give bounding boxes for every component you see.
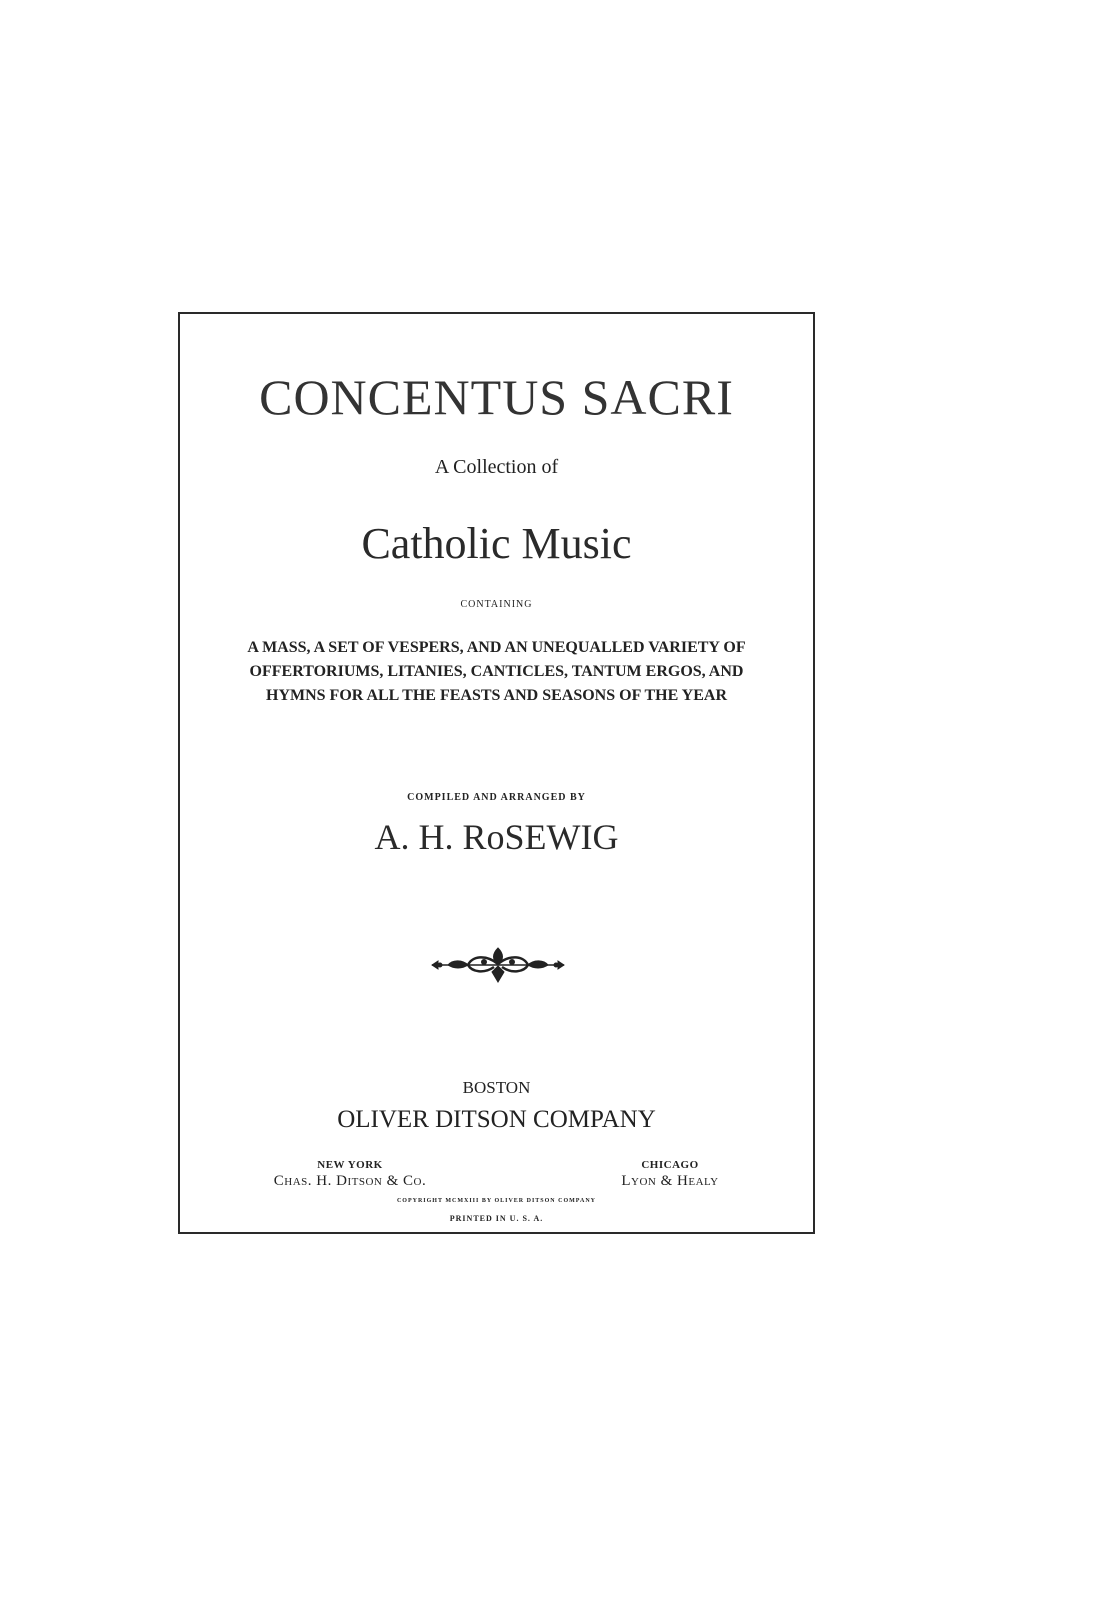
- branch-chicago: [600, 1158, 740, 1190]
- book-subtitle: A Collection of: [434, 456, 559, 478]
- branch-new-york: [250, 1158, 450, 1190]
- copyright-notice: COPYRIGHT MCMXIII BY OLIVER DITSON COMPANY: [396, 1198, 597, 1204]
- branch-name: Chas. H. Ditson & Co.: [273, 1173, 427, 1189]
- book-heading: Catholic Music: [361, 519, 632, 568]
- book-title: CONCENTUS SACRI: [259, 369, 734, 425]
- author-name: A. H. RoSEWIG: [374, 817, 619, 857]
- branch-city: NEW YORK: [317, 1159, 383, 1171]
- containing-label: CONTAINING: [460, 599, 533, 610]
- publisher-name: OLIVER DITSON COMPANY: [337, 1106, 656, 1133]
- compiled-label: COMPILED AND ARRANGED BY: [407, 792, 586, 803]
- printed-notice: PRINTED IN U. S. A.: [449, 1214, 544, 1223]
- publisher-city: BOSTON: [462, 1078, 531, 1097]
- fleuron-ornament-icon: [428, 940, 568, 990]
- branch-city: CHICAGO: [641, 1159, 699, 1171]
- contents-description: A MASS, A SET OF VESPERS, AND AN UNEQUALLED VARIETY OF OFFERTORIUMS, LITANIES, CANTICLES, TANTUM ERGOS, AND HYMNS FOR ALL THE FEASTS AND SEASONS OF THE YEAR: [247, 639, 746, 704]
- title-page-frame: [178, 312, 815, 1234]
- branch-name: Lyon & Healy: [621, 1173, 719, 1189]
